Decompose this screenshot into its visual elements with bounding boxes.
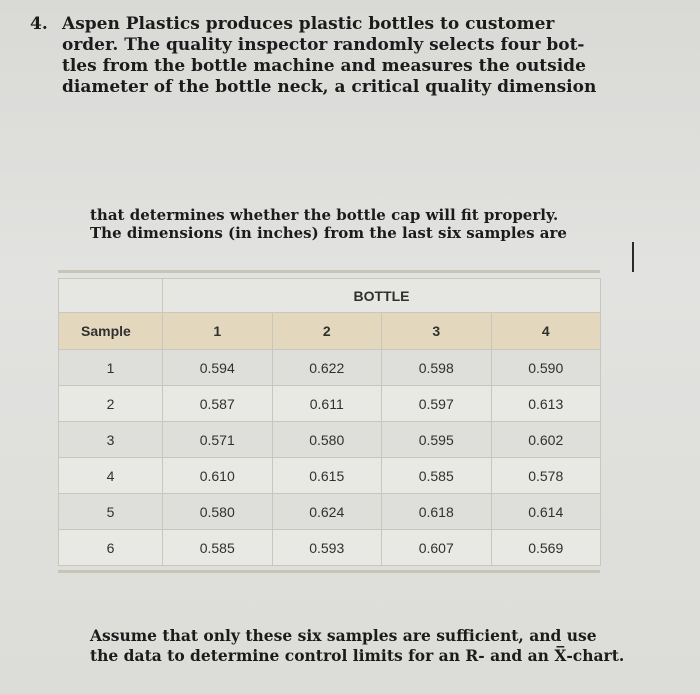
bottle-3-header: 3 xyxy=(382,313,492,350)
table-top-rule xyxy=(58,270,600,273)
measurement-cell: 0.611 xyxy=(272,386,382,422)
measurement-cell: 0.622 xyxy=(272,350,382,386)
measurement-cell: 0.571 xyxy=(163,422,273,458)
measurement-cell: 0.610 xyxy=(163,458,273,494)
table-row xyxy=(59,494,601,530)
measurement-cell: 0.615 xyxy=(272,458,382,494)
measurement-cell: 0.594 xyxy=(163,350,273,386)
sample-number: 1 xyxy=(59,350,163,386)
measurement-cell: 0.585 xyxy=(163,530,273,566)
table-column-header-row xyxy=(59,313,601,350)
problem-statement xyxy=(30,14,630,98)
footer-line-1: Assume that only these six samples are sufficient, and use xyxy=(90,626,597,645)
sample-number: 6 xyxy=(59,530,163,566)
question-footer xyxy=(90,626,690,666)
measurement-cell: 0.618 xyxy=(382,494,492,530)
measurement-cell: 0.614 xyxy=(491,494,601,530)
bottle-4-header: 4 xyxy=(491,313,601,350)
bottle-group-header: BOTTLE xyxy=(163,279,601,313)
text-cursor xyxy=(632,242,634,272)
problem-line-4: diameter of the bottle neck, a critical quality dimension xyxy=(62,77,597,97)
sample-number: 2 xyxy=(59,386,163,422)
problem-line-1: Aspen Plastics produces plastic bottles to customer xyxy=(62,14,555,34)
measurement-cell: 0.587 xyxy=(163,386,273,422)
problem-continuation xyxy=(90,206,630,242)
measurement-cell: 0.578 xyxy=(491,458,601,494)
problem-line-2: order. The quality inspector randomly selects four bot- xyxy=(62,35,585,55)
table-corner-cell xyxy=(59,279,163,313)
sample-number: 5 xyxy=(59,494,163,530)
measurement-cell: 0.593 xyxy=(272,530,382,566)
table-row xyxy=(59,386,601,422)
sample-number: 3 xyxy=(59,422,163,458)
table-row xyxy=(59,458,601,494)
measurement-cell: 0.585 xyxy=(382,458,492,494)
measurement-cell: 0.624 xyxy=(272,494,382,530)
problem-line-3: tles from the bottle machine and measures the outside xyxy=(62,56,586,76)
bottle-2-header: 2 xyxy=(272,313,382,350)
bottle-1-header: 1 xyxy=(163,313,273,350)
continuation-line-2: The dimensions (in inches) from the last six samples are xyxy=(90,224,567,242)
table-row xyxy=(59,350,601,386)
table-row xyxy=(59,530,601,566)
measurement-cell: 0.580 xyxy=(163,494,273,530)
measurement-cell: 0.595 xyxy=(382,422,492,458)
sample-column-header: Sample xyxy=(59,313,163,350)
measurement-cell: 0.597 xyxy=(382,386,492,422)
problem-number: 4. xyxy=(30,14,48,34)
bottle-dimensions-table xyxy=(58,278,601,566)
measurement-cell: 0.607 xyxy=(382,530,492,566)
table-row xyxy=(59,422,601,458)
measurement-cell: 0.602 xyxy=(491,422,601,458)
measurement-cell: 0.613 xyxy=(491,386,601,422)
measurement-cell: 0.598 xyxy=(382,350,492,386)
table-group-header-row xyxy=(59,279,601,313)
continuation-line-1: that determines whether the bottle cap will fit properly. xyxy=(90,206,559,224)
table-bottom-rule xyxy=(58,570,600,573)
measurement-cell: 0.569 xyxy=(491,530,601,566)
footer-line-2: the data to determine control limits for an R- and an X̅-chart. xyxy=(90,646,625,665)
measurement-cell: 0.590 xyxy=(491,350,601,386)
sample-number: 4 xyxy=(59,458,163,494)
measurement-cell: 0.580 xyxy=(272,422,382,458)
